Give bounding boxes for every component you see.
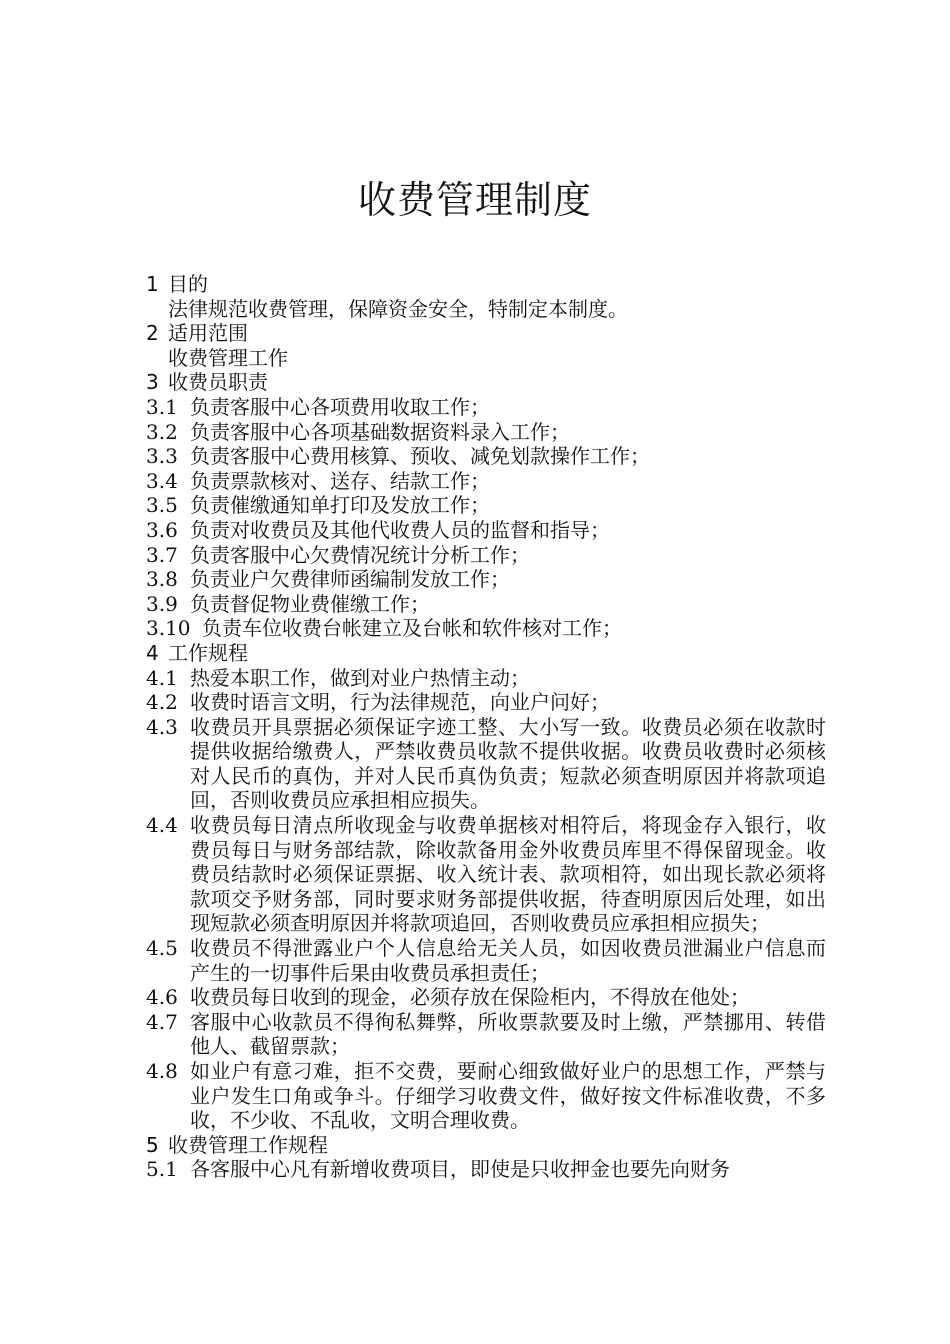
item-text: 客服中心收款员不得徇私舞弊，所收票款要及时上缴，严禁挪用、转借他人、截留票款；: [190, 1009, 826, 1059]
item-text: 收费时语言文明，行为法律规范，向业户问好；: [190, 690, 610, 715]
item-number: 3.3: [146, 444, 178, 469]
document-body: [146, 272, 826, 1182]
list-item: [146, 666, 826, 691]
item-text: 负责票款核对、送存、结款工作；: [190, 468, 490, 493]
item-text: 如业户有意刁难，拒不交费，要耐心细致做好业户的思想工作，严禁与业户发生口角或争斗。仔细学习收费文件，做好按文件标准收费，不多收，不少收、不乱收，文明合理收费。: [190, 1059, 826, 1133]
section-number: 4: [146, 640, 159, 665]
section-title: 目的: [168, 272, 208, 296]
item-text: 收费员每日收到的现金，必须存放在保险柜内，不得放在他处；: [190, 985, 750, 1010]
item-number: 3.9: [146, 591, 178, 616]
list-item: [146, 543, 826, 568]
item-number: 3.4: [146, 468, 178, 493]
list-item: [146, 690, 826, 715]
list-item: [146, 813, 826, 936]
item-text: 负责督促物业费催缴工作；: [190, 591, 430, 616]
section-paragraph: 收费管理工作: [168, 345, 288, 370]
item-number: 3.2: [146, 419, 178, 444]
list-item: [146, 1157, 826, 1182]
item-text: 负责对收费员及其他代收费人员的监督和指导；: [190, 517, 610, 542]
item-text: 收费员开具票据必须保证字迹工整、大小写一致。收费员必须在收款时提供收据给缴费人，严禁收费员收款不提供收据。收费员收费时必须核对人民币的真伪，并对人民币真伪负责；短款必须查明原因并将款项追回，否则收费员应承担相应损失。: [190, 714, 826, 813]
section-title: 适用范围: [168, 321, 248, 346]
list-item: [146, 592, 826, 617]
item-number: 3.8: [146, 567, 178, 592]
list-item: [146, 567, 826, 592]
list-item: [146, 985, 826, 1010]
section-heading: [146, 1133, 826, 1158]
item-number: 4.2: [146, 690, 178, 715]
section-heading: [146, 641, 826, 666]
item-text: 负责车位收费台帐建立及台帐和软件核对工作；: [202, 616, 622, 641]
list-item: [146, 444, 826, 469]
item-text: 收费员每日清点所收现金与收费单据核对相符后，将现金存入银行，收费员每日与财务部结款，除收款备用金外收费员库里不得保留现金。收费员结款时必须保证票据、收入统计表、款项相符，如出现长款必须将款项交予财务部，同时要求财务部提供收据，待查明原因后处理，如出现短款必须查明原因并将款项追回，否则收费员应承担相应损失；: [190, 813, 826, 936]
item-number: 5.1: [146, 1157, 178, 1182]
section-title: 工作规程: [168, 640, 248, 665]
item-text: 负责客服中心费用核算、预收、减免划款操作工作；: [190, 444, 650, 469]
item-number: 4.7: [146, 1009, 178, 1034]
item-number: 4.1: [146, 665, 178, 690]
item-number: 4.4: [146, 813, 178, 838]
item-text: 收费员不得泄露业户个人信息给无关人员，如因收费员泄漏业户信息而产生的一切事件后果由收费员承担责任；: [190, 936, 826, 985]
item-text: 负责客服中心各项基础数据资料录入工作；: [190, 419, 570, 444]
list-item: [146, 420, 826, 445]
section-number: 1: [146, 272, 159, 296]
item-number: 4.5: [146, 936, 178, 961]
section-number: 5: [146, 1132, 159, 1157]
item-text: 负责催缴通知单打印及发放工作；: [190, 493, 490, 518]
item-number: 4.6: [146, 985, 178, 1010]
list-item: [146, 469, 826, 494]
list-item: [146, 936, 826, 985]
section-paragraph: 法律规范收费管理，保障资金安全，特制定本制度。: [168, 296, 628, 321]
list-item: [146, 493, 826, 518]
list-item: [146, 518, 826, 543]
list-item: [146, 1010, 826, 1059]
item-text: 各客服中心凡有新增收费项目，即使是只收押金也要先向财务: [190, 1157, 730, 1182]
item-number: 3.7: [146, 542, 178, 567]
page-title: 收费管理制度: [357, 178, 592, 222]
item-text: 负责客服中心欠费情况统计分析工作；: [190, 542, 530, 567]
section-number: 2: [146, 321, 159, 346]
item-text: 负责业户欠费律师函编制发放工作；: [190, 567, 510, 592]
section-title: 收费管理工作规程: [168, 1132, 328, 1157]
item-number: 3.5: [146, 493, 178, 518]
section-number: 3: [146, 370, 159, 395]
list-item: [146, 395, 826, 420]
item-text: 负责客服中心各项费用收取工作；: [190, 394, 490, 419]
list-item: [146, 616, 826, 641]
list-item: [146, 1059, 826, 1133]
item-text: 热爱本职工作，做到对业户热情主动；: [190, 665, 530, 690]
section-heading: [146, 321, 826, 346]
item-number: 4.8: [146, 1059, 178, 1083]
item-number: 4.3: [146, 714, 178, 739]
section-heading: [146, 272, 826, 297]
section-title: 收费员职责: [168, 370, 268, 395]
list-item: [146, 715, 826, 813]
section-heading: [146, 370, 826, 395]
item-number: 3.10: [146, 616, 191, 641]
item-number: 3.1: [146, 394, 178, 419]
item-number: 3.6: [146, 517, 178, 542]
